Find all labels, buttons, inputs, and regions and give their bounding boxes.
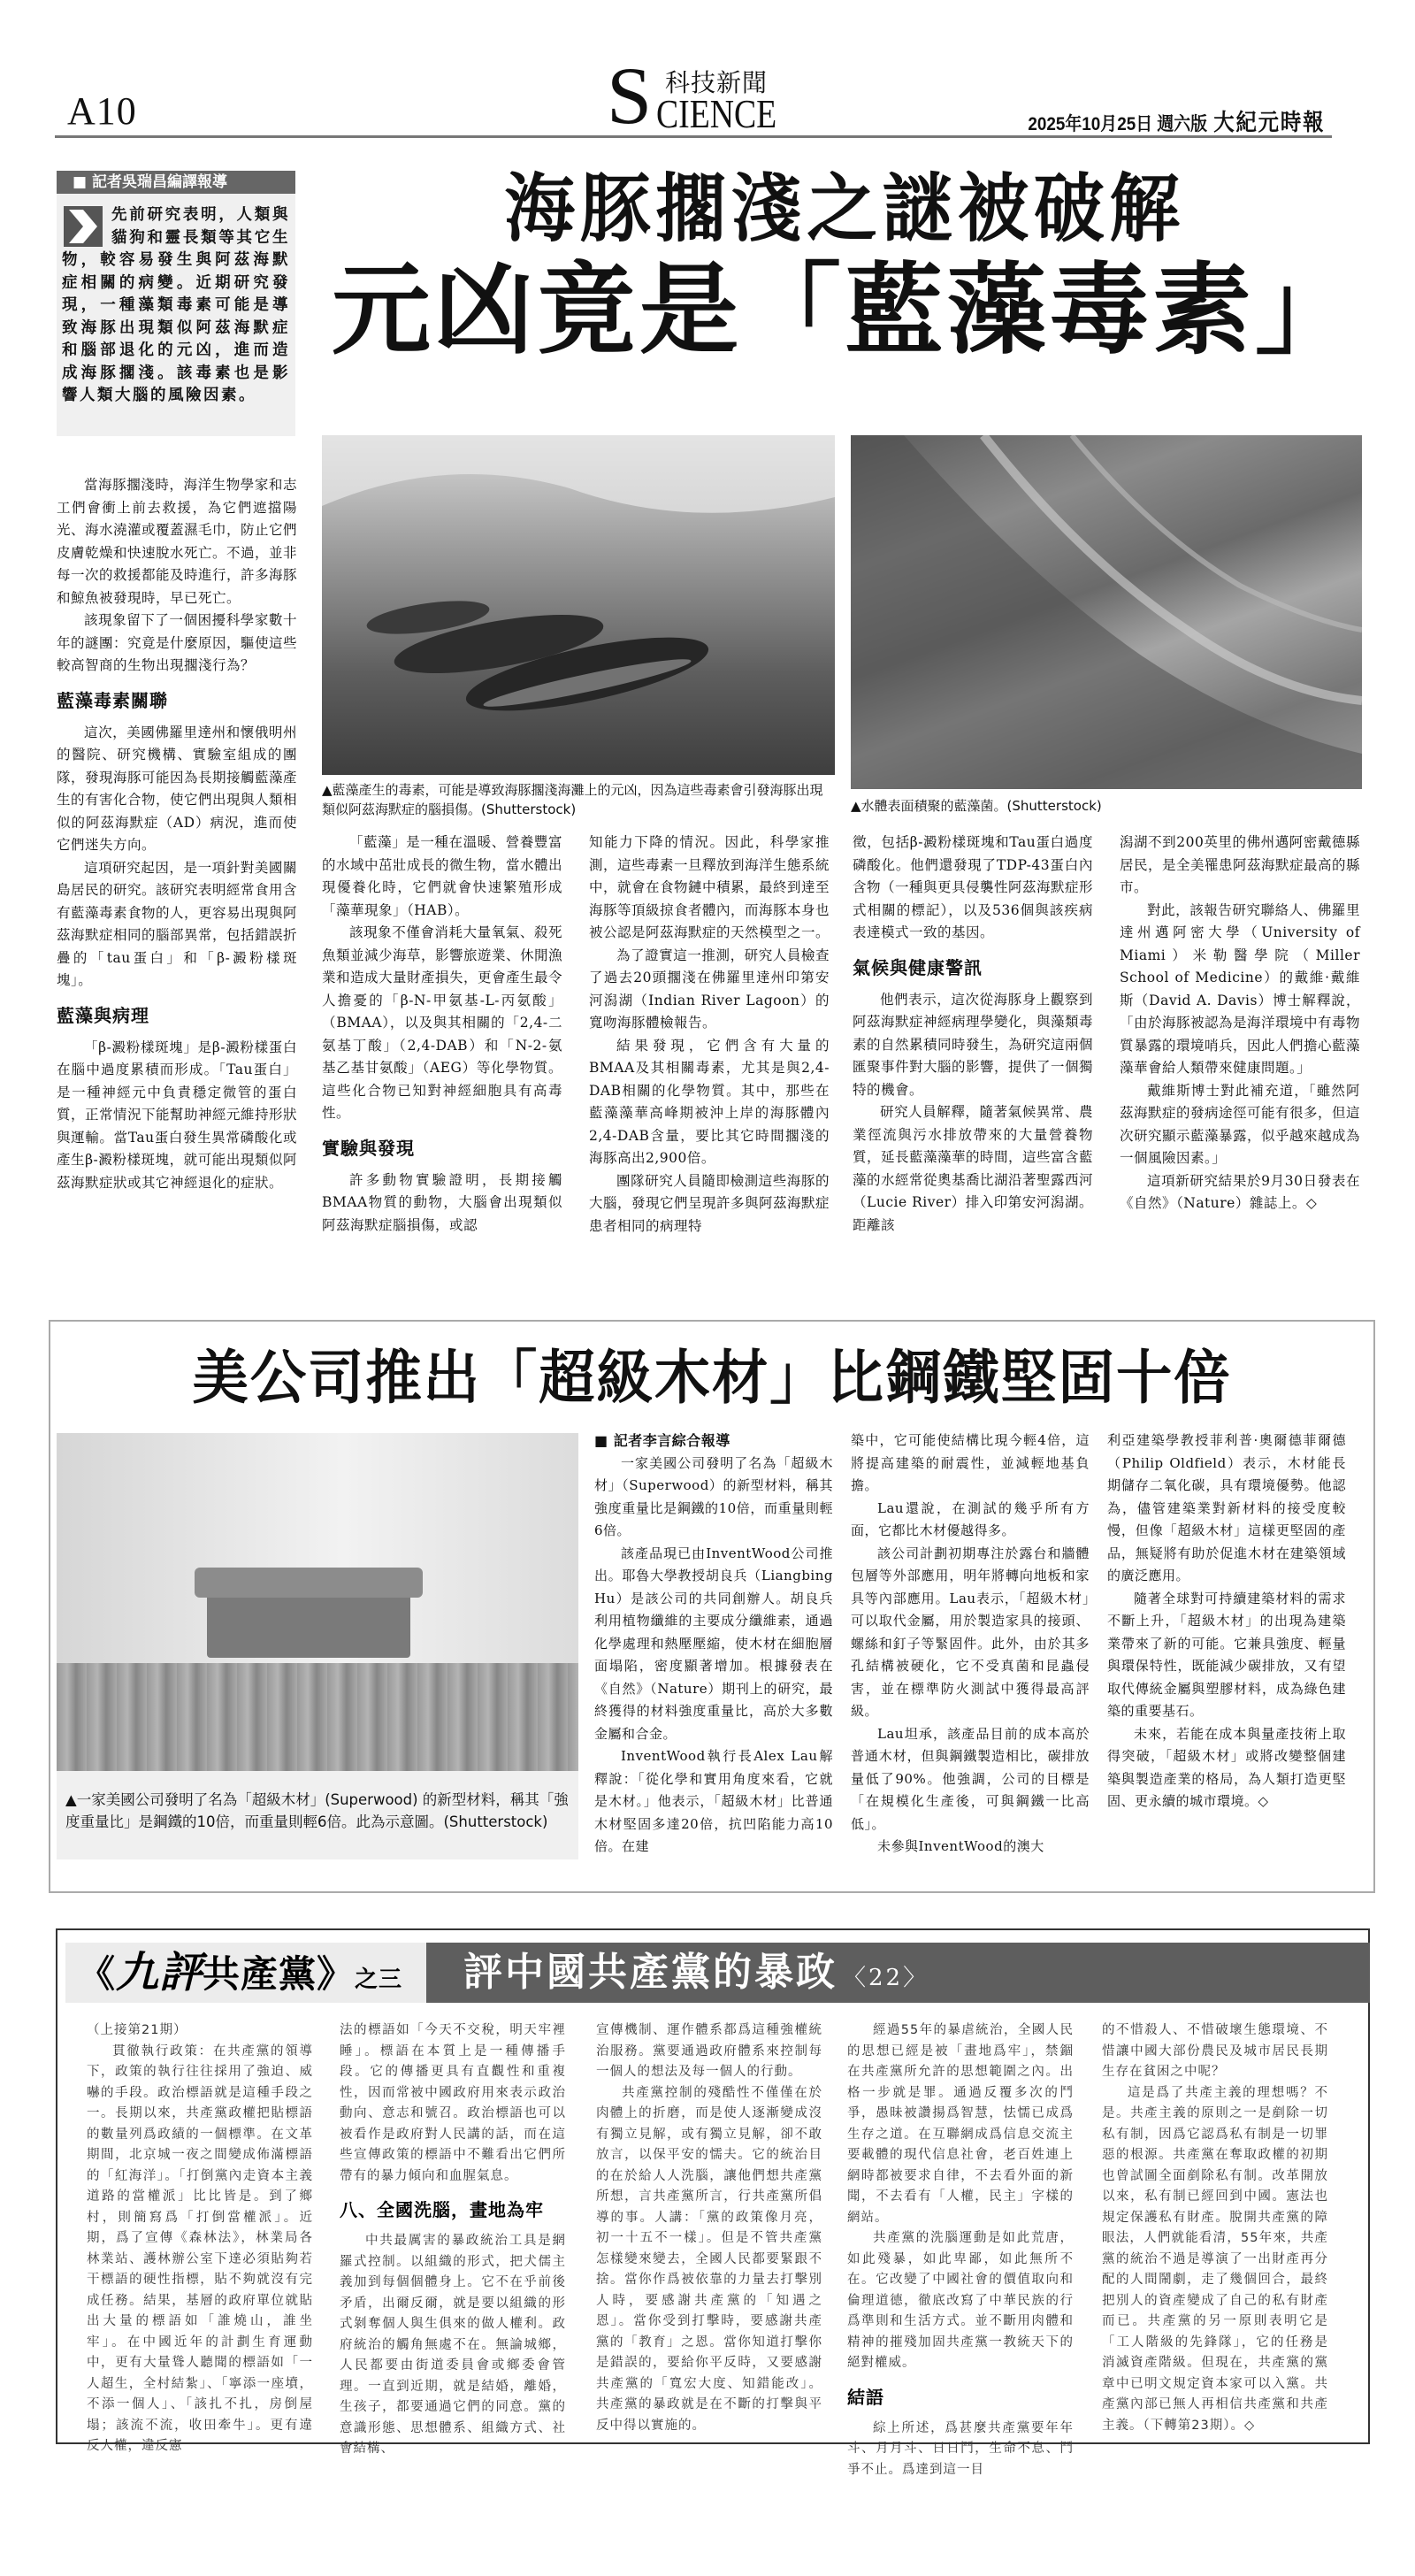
masthead [55,50,1332,141]
paragraph: 當海豚擱淺時，海洋生物學家和志工們會衝上前去救援，為它們遮擋陽光、海水澆灌或覆蓋濕毛巾，防止它們皮膚乾燥和快速脫水死亡。不過，並非每一次的救援都能及時進行，許多海豚和鯨魚被發現時，早已死亡。 [57,477,298,606]
headline-text: 評中國共產黨的暴政 [463,1950,838,1995]
article3-column-2 [340,2020,566,2460]
section-logo [607,50,837,141]
lead-summary-text: 先前研究表明，人類與貓狗和靈長類等其它生物，較容易發生與阿茲海默症相關的病變。近期研究發現，一種藻類毒素可能是導致海豚出現類似阿茲海默症和腦部退化的元凶，進而造成海豚擱淺。該毒素也是影響人類大腦的風險因素。 [62,206,290,404]
byline: ■ 記者李言綜合報導 [594,1432,730,1449]
paragraph: 共產黨的洗腦運動是如此荒唐，如此殘暴，如此卑鄙，如此無所不在。它改變了中國社會的價值取向和倫理道德，徹底改寫了中華民族的行爲準則和生活方式。並不斷用肉體和精神的摧殘加固共產黨一教統天下的絕對權威。 [847,2231,1074,2370]
paragraph: 這項研究起因，是一項針對美國關島居民的研究。該研究表明經常食用含有藍藻毒素食物的人，更容易出現與阿茲海默症相同的腦部異常，包括錯誤折疊的「tau蛋白」和「β-澱粉樣斑塊」。 [57,859,298,988]
section-name-zh: 科技新聞 [665,68,769,97]
article1-column-5 [1120,832,1360,1215]
paragraph: 結果發現，它們含有大量的BMAA及其相關毒素，尤其是與2,4-DAB相關的化學物質。其中，那些在藍藻藻華高峰期被沖上岸的海豚體內2,4-DAB含量，要比其它時間擱淺的海豚高出2,900倍。 [589,1037,830,1166]
section-logo-initial: S [607,50,653,141]
subheading: 藍藻與病理 [57,1004,149,1026]
paragraph: 中共最厲害的暴政統治工具是網羅式控制。以組織的形式，把犬儒主義加到每個個體身上。它不在乎前後矛盾，出爾反爾，就是要以組織的形式剝奪個人與生俱來的做人權利。政府統治的觸角無處不在。無論城鄉，人民都要由街道委員會或鄉委會管理。一直到近期，就是結婚，離婚，生孩子，都要通過它們的同意。黨的意識形態、思想體系、組織方式、社會結構、 [340,2234,566,2456]
superwood-photo-caption: ▲一家美國公司發明了名為「超級木材」(Superwood) 的新型材料，稱其「強度重量比」是鋼鐵的10倍，而重量則輕6倍。此為示意圖。(Shutterstock) [57,1771,578,1859]
paragraph: 貫徹執行政策：在共產黨的領導下，政策的執行往往採用了強迫、威嚇的手段。政治標語就是這種手段之一。長期以來，共產黨政權把貼標語的數量列爲政績的一個標準。在文革期間，北京城一夜之間變成佈滿標語的「紅海洋」。「打倒黨內走資本主義道路的當權派」比比皆是。到了鄉村，則簡寫爲「打倒當權派」。近期，爲了宣傳《森林法》，林業局各林業站、護林辦公室下達必須貼夠若干標語的硬性指標，貼不夠就沒有完成任務。結果，基層的政府單位就貼出大量的標語如「誰燒山，誰坐牢」。在中國近年的計劃生育運動中，更有大量聳人聽聞的標語如「一人超生，全村結紮」、「寧添一座墳，不添一個人」、「該扎不扎，房倒屋塌；該流不流，收田牽牛」。更有違反人權，違反憲 [87,2043,313,2453]
paragraph: 這項新研究結果於9月30日發表在《自然》（Nature）雜誌上。◇ [1120,1172,1360,1211]
paragraph: 未來，若能在成本與量產技術上取得突破，「超級木材」或將改變整個建築與製造產業的格局，為人類打造更堅固、更永續的城市環境。◇ [1107,1725,1346,1809]
series-title-name: 共產黨》 [203,1952,356,1996]
chevron-right-icon [64,206,103,247]
paragraph: 該現象留下了一個困擾科學家數十年的謎團：究竟是什麼原因，驅使這些較高智商的生物出現擱淺行為？ [57,612,298,673]
paragraph: 潟湖不到200英里的佛州邁阿密戴德縣居民，是全美罹患阿茲海默症最高的縣市。 [1120,834,1361,895]
paragraph: 未參與InventWood的澳大 [877,1838,1044,1854]
paragraph: 團隊研究人員隨即檢測這些海豚的大腦，發現它們呈現許多與阿茲海默症患者相同的病理特 [589,1172,830,1234]
paragraph: 築中，它可能使結構比現今輕4倍，這將提高建築的耐震性，並減輕地基負擔。 [851,1432,1090,1493]
paragraph: InventWood執行長Alex Lau解釋說：「從化學和實用角度來看，它就是木材。」他表示，「超級木材」比普通木材堅固多達20倍，抗凹陷能力高10倍。在建 [594,1748,833,1854]
section-name-en: CIENCE [656,91,777,136]
paper-name-logo: 大紀元時報 [1212,110,1325,136]
byline: ■ 記者吳瑞昌編譯報導 [57,171,295,194]
algae-photo-caption: ▲水體表面積聚的藍藻菌。(Shutterstock) [851,798,1102,814]
photo-sofa [207,1589,410,1658]
series-banner [65,1943,1370,2003]
article1-column-3 [589,832,830,1238]
dolphins-photo-caption: ▲藍藻產生的毒素，可能是導致海豚擱淺海灘上的元凶，因為這些毒素會引發海豚出現類似阿茲海默症的腦損傷。(Shutterstock) [322,782,823,817]
article2-column-1 [594,1430,833,1859]
paragraph: 戴維斯博士對此補充道，「雖然阿茲海默症的發病途徑可能有很多，但這次研究顯示藍藻暴露，似乎越來越成為一個風險因素。」 [1120,1082,1361,1166]
subheading: 結語 [847,2386,884,2408]
series-title-nine: 九評 [116,1948,203,1997]
paragraph: 一家美國公司發明了名為「超級木材」（Superwood）的新型材料，稱其強度重量比是鋼鐵的10倍，而重量則輕6倍。 [594,1454,833,1538]
series-title [65,1943,426,2003]
subheading: 實驗與發現 [322,1137,415,1159]
paragraph: 該現象不僅會消耗大量氧氣、殺死魚類並減少海草，影響旅遊業、休閒漁業和造成大量財產損失，更會產生最令人擔憂的「β-N-甲氨基-L-丙氨酸」（BMAA），以及與其相關的「2,4-二氨基丁酸」（2,4-DAB）和「N-2-氨基乙基甘氨酸」（AEG）等化學物質。這些化合物已知對神經細胞具有高毒性。 [322,924,563,1121]
paragraph: 他們表示，這次從海豚身上觀察到阿茲海默症神經病理學變化，與藻類毒素的自然累積同時發生，為研究這兩個匯聚事件對大腦的影響，提供了一個獨特的機會。 [853,991,1094,1098]
paragraph: 隨著全球對可持續建築材料的需求不斷上升，「超級木材」的出現為建築業帶來了新的可能。它兼具強度、輕量與環保特性，既能減少碳排放，又有望取代傳統金屬與塑膠材料，成為綠色建築的重要基石。 [1107,1590,1346,1719]
paragraph: 綜上所述，爲甚麼共產黨要年年斗、月月斗、日日鬥，生命不息、鬥爭不止。爲達到這一目 [847,2420,1074,2477]
series-title-bracket: 《 [78,1952,117,1996]
paragraph: 許多動物實驗證明，長期接觸BMAA物質的動物，大腦會出現類似阿茲海默症腦損傷，或認 [322,1171,562,1233]
paragraph: 「藍藻」是一種在溫暖、營養豐富的水域中茁壯成長的微生物，當水體出現優養化時，它們就會快速繁殖形成「藻華現象」（HAB）。 [322,834,563,918]
continued-note: （上接第21期） [87,2023,187,2037]
paragraph: 共產黨控制的殘酷性不僅僅在於肉體上的折磨，而是使人逐漸變成沒有獨立見解，或有獨立見解，卻不敢放言，以保平安的懦夫。它的統治目的在於給人人洗腦，讓他們想共產黨所想，言共產黨所言，行共產黨所倡導的事。人講：「黨的政策像月亮，初一十五不一樣」。但是不管共產黨怎樣變來變去，全國人民都要緊跟不捨。當你作爲被依靠的力量去打擊別人時，要感謝共產黨的「知遇之恩」。當你受到打擊時，要感謝共產黨的「教育」之恩。當你知道打擊你是錯誤的，要給你平反時，又要感謝共產黨的「寬宏大度、知錯能改」。共產黨的暴政就是在不斷的打擊與平反中得以實施的。 [596,2085,822,2433]
headline [463,1943,929,2003]
paragraph: 對此，該報告研究聯絡人、佛羅里達州邁阿密大學（University of Miami）米勒醫學院（Miller School of Medicine）的戴維·戴維斯（David A. Davis）博士解釋說，「由於海豚被認為是海洋環境中有毒物質暴露的環境哨兵，因此人們擔心藍藻藻華會給人類帶來健康問題。」 [1120,901,1361,1076]
article3-column-3 [596,2020,822,2436]
algae-photo [851,435,1362,789]
paragraph: 徵，包括β-澱粉樣斑塊和Tau蛋白過度磷酸化。他們還發現了TDP-43蛋白內含物（一種與更具侵襲性阿茲海默症形式相關的標記），以及536個與該疾病表達模式一致的基因。 [853,834,1094,940]
article3-column-4 [847,2020,1074,2480]
paragraph: 這是爲了共產主義的理想嗎？不是。共產主義的原則之一是剷除一切私有制，因爲它認爲私有制是一切罪惡的根源。共產黨在奪取政權的初期也曾試圖全面剷除私有制。改革開放以來，私有制已經回到中國。憲法也規定保護私有財產。脫開共產黨的障眼法，人們就能看清，55年來，共產黨的統治不過是導演了一出財產再分配的人間鬧劇，走了幾個回合，最終把別人的資產變成了自己的私有財產而已。共產黨的另一原則表明它是「工人階級的先鋒隊」，它的任務是消滅資產階級。但現在，共產黨的黨章中已明文規定資本家可以入黨。共產黨內部已無人再相信共產黨和共產主義。（下轉第23期）。◇ [1102,2085,1328,2433]
article1-column-1 [57,474,297,1194]
lead-summary [57,194,295,408]
article1-column-4 [853,832,1093,1237]
paragraph: 法的標語如「今天不交稅，明天牢裡睡」。標語在本質上是一種傳播手段。它的傳播更具有直觀性和重複性，因而常被中國政府用來表示政治動向、意志和號召。政治標語也可以被看作是政府對人民講的話，而在這些宣傳政策的標語中不難看出它們所帶有的暴力傾向和血腥氣息。 [340,2023,566,2183]
article3-column-5 [1102,2020,1328,2436]
paragraph: Lau坦承，該產品目前的成本高於普通木材，但與鋼鐵製造相比，碳排放量低了90%。他強調，公司的目標是「在規模化生產後，可與鋼鐵一比高低」。 [851,1725,1090,1832]
paragraph: 這次，美國佛羅里達州和懷俄明州的醫院、研究機構、實驗室組成的團隊，發現海豚可能因為長期接觸藍藻產生的有害化合物，使它們出現與人類相似的阿茲海默症（AD）病況，進而使它們迷失方向。 [57,724,298,853]
paragraph: 研究人員解釋，隨著氣候異常、農業徑流與污水排放帶來的大量營養物質，延長藍藻藻華的時間，這些富含藍藻的水經常從奧基喬比湖沿著聖露西河（Lucie River）排入印第安河潟湖。距離該 [853,1104,1094,1233]
headline-line-2: 元凶竟是「藍藻毒素」 [332,252,1358,368]
dateline [1028,104,1325,137]
paragraph: 知能力下降的情況。因此，科學家推測，這些毒素一旦釋放到海洋生態系統中，就會在食物鏈中積累，最終到達至海豚等頂級掠食者體內，而海豚本身也被公認是阿茲海默症的天然模型之一。 [589,834,830,940]
issue-number: 〈22〉 [843,1965,929,1991]
series-part: 之三 [355,1966,403,1993]
paragraph: 該公司計劃初期專注於露台和牆體包層等外部應用，明年將轉向地板和家具等內部應用。Lau表示，「超級木材」可以取代金屬，用於製造家具的接頭、螺絲和釘子等緊固件。此外，由於其多孔結構被硬化，它不受真菌和昆蟲侵害，並在標準防火測試中獲得最高評級。 [851,1545,1090,1719]
headline-line-1: 海豚擱淺之謎被破解 [504,165,1185,252]
article2-column-3 [1107,1430,1346,1813]
superwood-room-photo [57,1433,578,1771]
paragraph: 該產品現已由InventWood公司推出。耶魯大學教授胡良兵（Liangbing Hu）是該公司的共同創辦人。胡良兵利用植物纖維的主要成分纖維素，通過化學處理和熱壓壓縮，使木材在細胞層面塌陷，密度顯著增加。根據發表在《自然》（Nature）期刊上的研究，最終獲得的材料強度重量比，高於大多數金屬和合金。 [594,1545,833,1742]
issue-date: 2025年10月25日 週六版 [1028,114,1207,134]
article1-column-2 [322,832,562,1237]
headline: 美公司推出「超級木材」比鋼鐵堅固十倍 [192,1344,1232,1412]
subheading: 氣候與健康警訊 [853,956,983,978]
paragraph: 的不惜殺人、不惜破壞生態環境、不惜讓中國大部份農民及城市居民長期生存在貧困之中呢？ [1102,2023,1328,2079]
dolphins-photo [322,435,835,775]
lead-summary-box [57,171,295,436]
article2-column-2 [851,1430,1090,1859]
page-number: A10 [67,89,137,133]
subheading: 八、全國洗腦，畫地為牢 [340,2199,544,2220]
article3-column-1 [87,2020,313,2457]
subheading: 藍藻毒素關聯 [57,689,168,711]
paragraph: Lau還說，在測試的幾乎所有方面，它都比木材優越得多。 [851,1499,1090,1538]
paragraph: 宣傳機制、運作體系都爲這種強權統治服務。黨要通過政府體系來控制每一個人的想法及每一個人的行動。 [596,2023,822,2079]
paragraph: 經過55年的暴虐統治，全國人民的思想已經是被「畫地爲牢」，禁錮在共產黨所允許的思想範圍之內。出格一步就是罪。通過反覆多次的鬥爭，愚昧被讚揚爲智慧，怯懦已成爲生存之道。在互聯網成爲信息交流主要載體的現代信息社會，老百姓連上網時都被要求自律，不去看外面的新聞，不去看有「人權，民主」字樣的網站。 [847,2023,1074,2225]
headline [327,165,1362,368]
paragraph: 利亞建築學教授菲利普·奧爾德菲爾德（Philip Oldfield）表示，木材能長期儲存二氧化碳，具有環境優勢。他認為，儘管建築業對新材料的接受度較慢，但像「超級木材」這樣更堅固的產品，無疑將有助於促進木材在建築領域的廣泛應用。 [1107,1432,1346,1583]
paragraph: 「β-澱粉樣斑塊」是β-澱粉樣蛋白在腦中過度累積而形成。「Tau蛋白」是一種神經元中負責穩定微管的蛋白質，正常情況下能幫助神經元維持形狀與運輸。當Tau蛋白發生異常磷酸化或產生β-澱粉樣斑塊，就可能出現類似阿茲海默症狀或其它神經退化的症狀。 [57,1039,298,1191]
paragraph: 為了證實這一推測，研究人員檢查了過去20頭擱淺在佛羅里達州印第安河潟湖（Indian River Lagoon）的寬吻海豚體檢報告。 [589,947,830,1031]
photo-wood-floor [57,1663,578,1771]
